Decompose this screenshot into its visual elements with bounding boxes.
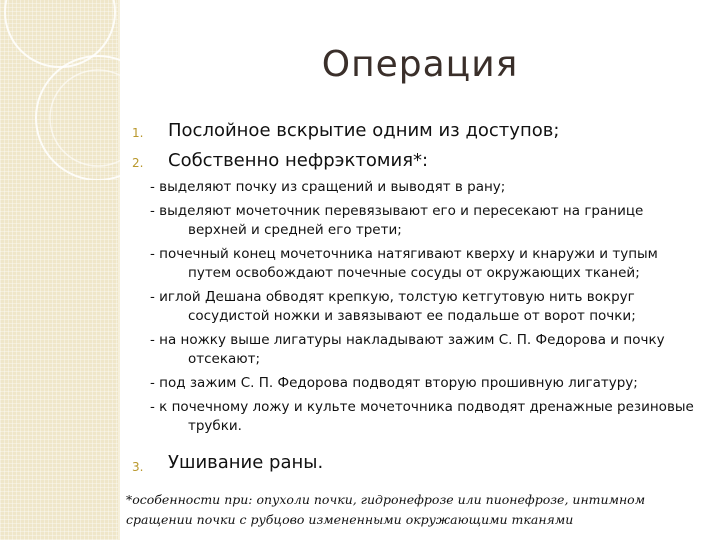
nephrectomy-steps: [150, 178, 705, 441]
slide-title: Операция: [321, 44, 519, 85]
step-item: - под зажим С. П. Федорова подводят вторую прошивную лигатуру;: [150, 375, 638, 391]
list-item-nephrectomy: Собственно нефрэктомия*:: [168, 150, 429, 171]
list-number-3: 3.: [132, 460, 144, 474]
list-item-incision: Послойное вскрытие одним из доступов;: [168, 120, 560, 141]
list-number-2: 2.: [132, 156, 144, 170]
step-item: - на ножку выше лигатуры накладывают зажим С. П. Федорова и почку отсекают;: [150, 332, 665, 367]
list-number-1: 1.: [132, 126, 144, 140]
step-item: - иглой Дешана обводят крепкую, толстую кетгутовую нить вокруг сосудистой ножки и завязывают ее подальше от ворот почки;: [150, 289, 636, 324]
step-item: - почечный конец мочеточника натягивают кверху и кнаружи и тупым путем освобождают почечные сосуды от окружающих тканей;: [150, 246, 658, 281]
step-item: - выделяют почку из сращений и выводят в рану;: [150, 179, 506, 195]
step-item: - выделяют мочеточник перевязывают его и пересекают на границе верхней и средней его трети;: [150, 203, 644, 238]
footnote: *особенности при: опухоли почки, гидронефрозе или пионефрозе, интимном сращении почки с рубцово измененными окружающими тканями: [126, 492, 646, 527]
decorative-circles: [0, 0, 180, 180]
step-item: - к почечному ложу и культе мочеточника подводят дренажные резиновые трубки.: [150, 399, 694, 434]
list-item-wound-closure: Ушивание раны.: [168, 452, 324, 473]
